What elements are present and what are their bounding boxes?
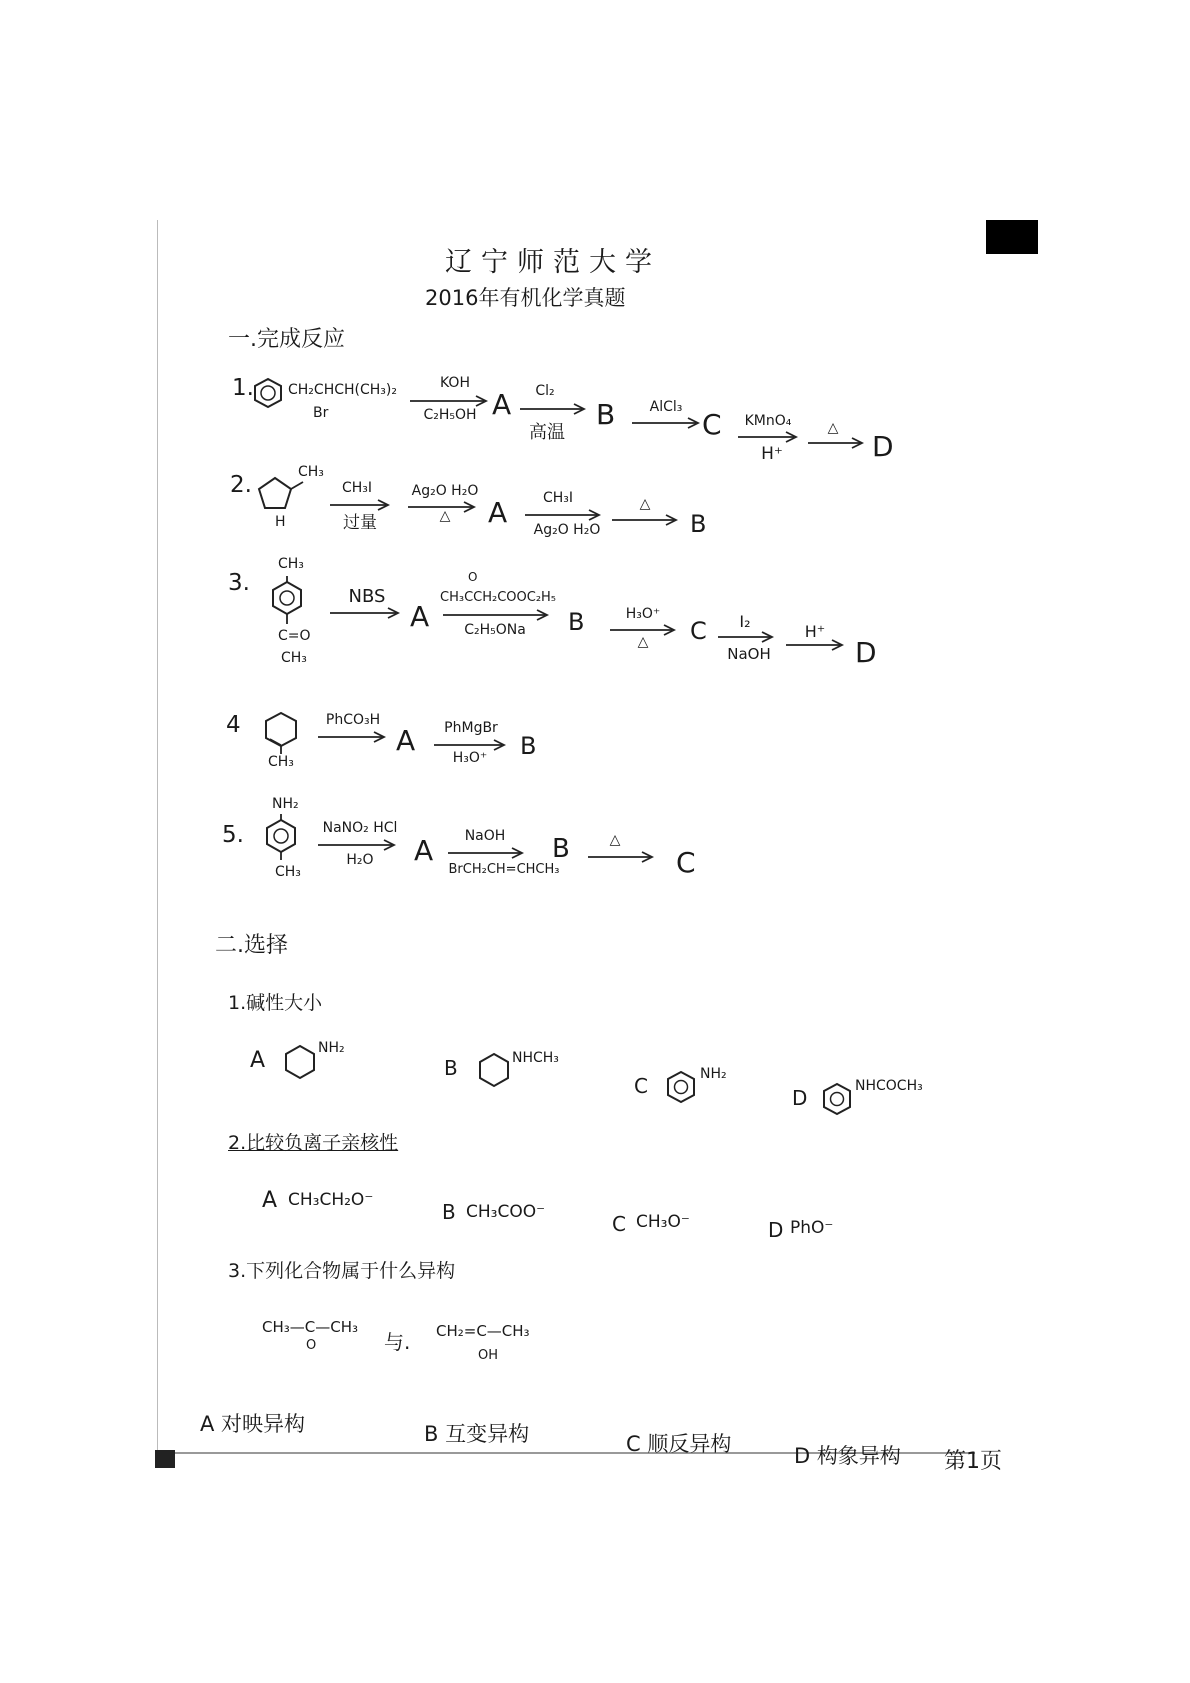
reaction-arrow (520, 404, 590, 414)
reaction-1-number: 1. (232, 375, 254, 401)
q3-option-c: C 顺反异构 (626, 1432, 732, 1456)
reaction-arrow (718, 632, 778, 642)
q2-option-a-letter: A (262, 1188, 278, 1213)
reaction-1-substrate-sub: Br (313, 405, 329, 421)
benzene-ring-icon (820, 1082, 854, 1116)
reaction-4-product-b: B (520, 732, 537, 760)
reaction-2-number: 2. (230, 472, 252, 498)
reaction-1-step5-above: △ (827, 420, 839, 436)
reaction-5-substrate-bottom: CH₃ (275, 864, 301, 880)
reaction-4-substituent: CH₃ (268, 754, 294, 770)
reaction-5-product-a: A (414, 834, 434, 867)
q3-right-structure-hydroxyl: OH (478, 1348, 499, 1363)
reaction-3-step1-above: NBS (348, 586, 386, 607)
reaction-4-number: 4 (226, 712, 241, 738)
q1-option-d-letter: D (792, 1086, 808, 1110)
reaction-3-step4-above: I₂ (739, 612, 751, 631)
reaction-3-step2-oxo: O (468, 570, 478, 584)
reaction-5-number: 5. (222, 822, 244, 848)
reaction-5-step2-below: BrCH₂CH=CHCH₃ (448, 862, 560, 877)
page-subtitle: 2016年有机化学真题 (425, 286, 626, 310)
q2-option-a-text: CH₃CH₂O⁻ (288, 1190, 374, 1210)
reaction-3-step2-below: C₂H₅ONa (464, 622, 526, 638)
reaction-5-step2-above: NaOH (464, 828, 506, 844)
q1-option-d-group: NHCOCH₃ (855, 1078, 923, 1094)
q2-option-d-letter: D (768, 1218, 784, 1242)
reaction-2-step2-below: △ (439, 508, 451, 524)
reaction-2-step2-above: Ag₂O H₂O (411, 483, 479, 499)
reaction-3-substrate-carbonyl: C=O (278, 628, 311, 644)
reaction-arrow (612, 515, 682, 525)
reaction-3-step3-above: H₃O⁺ (625, 606, 661, 622)
reaction-3-substrate-bottom: CH₃ (281, 650, 307, 666)
reaction-arrow (588, 852, 658, 862)
reaction-5-step1-above: NaNO₂ HCl (322, 820, 398, 836)
reaction-4-step2-above: PhMgBr (444, 720, 498, 736)
scan-mark-top-right (986, 220, 1038, 254)
reaction-1-step4-below: H⁺ (761, 444, 783, 464)
reaction-arrow (525, 510, 605, 520)
q1-option-b-group: NHCH₃ (512, 1050, 559, 1066)
benzene-ring-icon (664, 1070, 698, 1104)
q3-left-structure-oxygen: O (306, 1338, 317, 1353)
reaction-3-step5-above: H⁺ (804, 622, 826, 641)
q2-option-c-letter: C (612, 1212, 626, 1236)
reaction-arrow (434, 740, 510, 750)
cyclohexane-ring-icon (282, 1044, 318, 1080)
q3-connector: 与. (384, 1330, 411, 1354)
reaction-5-step1-below: H₂O (346, 852, 374, 868)
reaction-4-step1-above: PhCO₃H (325, 712, 381, 728)
reaction-1-product-d: D (872, 430, 894, 463)
q1-option-c-group: NH₂ (700, 1066, 727, 1082)
reaction-1-step1-above: KOH (440, 375, 470, 391)
reaction-3-step3-below: △ (637, 634, 649, 650)
reaction-5-product-b: B (552, 834, 570, 864)
reaction-3-product-d: D (855, 636, 877, 669)
page-left-edge-line (157, 220, 158, 1460)
q3-left-structure: CH₃—C—CH₃ (262, 1318, 359, 1336)
question-1-stem: 1.碱性大小 (228, 992, 323, 1014)
reaction-2-product-b: B (690, 510, 707, 538)
page-number: 第1页 (944, 1449, 1002, 1474)
question-3-stem: 3.下列化合物属于什么异构 (228, 1260, 456, 1282)
reaction-arrow (632, 418, 704, 428)
reaction-arrow (318, 732, 390, 742)
q2-option-c-text: CH₃O⁻ (636, 1212, 690, 1232)
reaction-1-step4-above: KMnO₄ (744, 413, 792, 429)
reaction-5-step3-above: △ (609, 832, 621, 848)
reaction-1-step2-above: Cl₂ (535, 383, 555, 399)
reaction-3-substrate-top: CH₃ (278, 556, 304, 572)
reaction-1-step3-above: AlCl₃ (649, 399, 683, 415)
reaction-2-step1-below: 过量 (343, 513, 377, 533)
q1-option-b-letter: B (444, 1056, 458, 1080)
reaction-2-step3-above: CH₃I (542, 490, 574, 506)
reaction-arrow (448, 848, 528, 858)
reaction-1-step2-below: 高温 (529, 422, 565, 443)
reaction-3-product-b: B (568, 608, 585, 636)
reaction-4-step2-below: H₃O⁺ (452, 750, 488, 766)
q2-option-b-text: CH₃COO⁻ (466, 1202, 546, 1222)
reaction-1-product-c: C (702, 408, 722, 441)
q1-option-c-letter: C (634, 1074, 648, 1098)
scan-mark-bottom-left (155, 1450, 175, 1468)
benzene-ring-icon (264, 814, 298, 866)
page-title: 辽宁师范大学 (445, 247, 661, 278)
q3-option-a: A 对映异构 (200, 1412, 306, 1436)
q3-option-d: D 构象异构 (794, 1444, 901, 1468)
reaction-arrow (330, 608, 404, 618)
cyclohexane-ring-icon (476, 1052, 512, 1088)
reaction-arrow (410, 396, 490, 406)
q1-option-a-letter: A (250, 1048, 266, 1073)
q2-option-b-letter: B (442, 1200, 456, 1224)
reaction-1-product-a: A (492, 388, 512, 421)
reaction-2-step4-above: △ (639, 496, 651, 512)
reaction-arrow (808, 438, 868, 448)
reaction-1-step1-below: C₂H₅OH (423, 407, 477, 423)
reaction-2-substituent: CH₃ (298, 464, 324, 480)
reaction-arrow (318, 840, 400, 850)
reaction-3-step4-below: NaOH (727, 645, 771, 663)
reaction-arrow (786, 640, 848, 650)
benzene-ring-icon (270, 576, 304, 628)
q3-option-b: B 互变异构 (424, 1422, 530, 1446)
q3-right-structure: CH₂=C—CH₃ (436, 1322, 530, 1340)
reaction-3-product-c: C (690, 617, 707, 645)
reaction-5-product-c: C (676, 846, 696, 879)
reaction-arrow (738, 432, 800, 442)
reaction-3-number: 3. (228, 570, 250, 596)
section1-heading: 一.完成反应 (228, 327, 345, 352)
section2-heading: 二.选择 (215, 933, 288, 958)
reaction-arrow (443, 610, 553, 620)
reaction-2-step3-below: Ag₂O H₂O (533, 522, 601, 538)
pyrrolidine-ring-icon (255, 474, 295, 514)
benzene-ring-icon (252, 377, 284, 409)
reaction-2-product-a: A (488, 496, 508, 529)
question-2-stem: 2.比较负离子亲核性 (228, 1132, 399, 1154)
cyclohexene-ring-icon (262, 710, 300, 750)
q2-option-d-text: PhO⁻ (790, 1218, 834, 1238)
reaction-3-step2-above: CH₃CCH₂COOC₂H₅ (440, 590, 557, 605)
reaction-3-product-a: A (410, 600, 430, 633)
reaction-1-product-b: B (596, 398, 616, 431)
reaction-4-product-a: A (396, 724, 416, 757)
reaction-2-step1-above: CH₃I (341, 480, 373, 496)
reaction-5-substrate-top: NH₂ (272, 796, 299, 812)
reaction-1-substrate: CH₂CHCH(CH₃)₂ (288, 382, 397, 398)
q1-option-a-group: NH₂ (318, 1040, 345, 1056)
reaction-2-nitrogen-h: H (275, 514, 286, 530)
